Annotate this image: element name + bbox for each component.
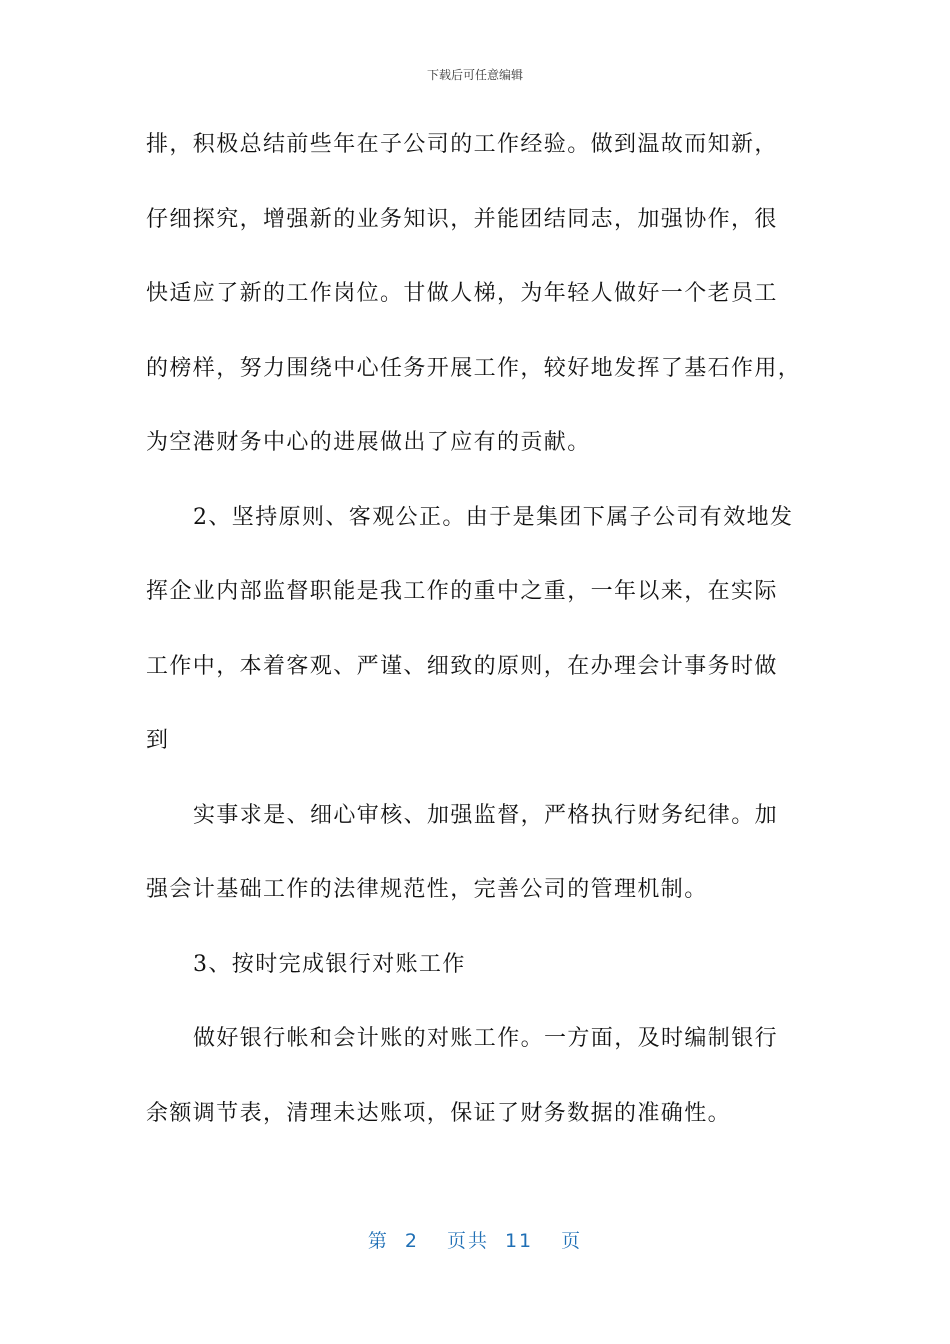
text-line: 强会计基础工作的法律规范性，完善公司的管理机制。 xyxy=(146,877,708,902)
text-line: 做好银行帐和会计账的对账工作。一方面，及时编制银行 xyxy=(193,1026,779,1051)
text-line: 仔细探究，增强新的业务知识，并能团结同志，加强协作，很 xyxy=(146,206,778,232)
footer-suffix: 页 xyxy=(561,1230,583,1252)
text-line: 2、坚持原则、客观公正。由于是集团下属子公司有效地发 xyxy=(193,504,794,530)
page-footer xyxy=(0,1226,950,1253)
text-line: 快适应了新的工作岗位。甘做人梯，为年轻人做好一个老员工 xyxy=(146,281,778,306)
header-note: 下载后可任意编辑 xyxy=(426,68,523,82)
text-line: 挥企业内部监督职能是我工作的重中之重，一年以来，在实际 xyxy=(146,579,778,604)
document-body xyxy=(146,108,806,1151)
footer-current-page: 2 xyxy=(404,1230,419,1252)
text-line: 工作中，本着客观、严谨、细致的原则，在办理会计事务时做 xyxy=(146,653,778,679)
text-line: 排，积极总结前些年在子公司的工作经验。做到温故而知新， xyxy=(146,132,778,157)
text-line: 3、按时完成银行对账工作 xyxy=(193,951,466,977)
text-line: 余额调节表，清理未达账项，保证了财务数据的准确性。 xyxy=(146,1100,732,1126)
footer-prefix: 第 xyxy=(367,1230,389,1252)
text-line: 实事求是、细心审核、加强监督，严格执行财务纪律。加 xyxy=(193,802,779,828)
footer-middle: 页共 xyxy=(446,1230,489,1252)
footer-total-pages: 11 xyxy=(504,1230,534,1252)
text-line: 的榜样，努力围绕中心任务开展工作，较好地发挥了基石作用， xyxy=(146,355,802,381)
text-line: 为空港财务中心的进展做出了应有的贡献。 xyxy=(146,430,591,455)
text-line: 到 xyxy=(146,728,170,753)
